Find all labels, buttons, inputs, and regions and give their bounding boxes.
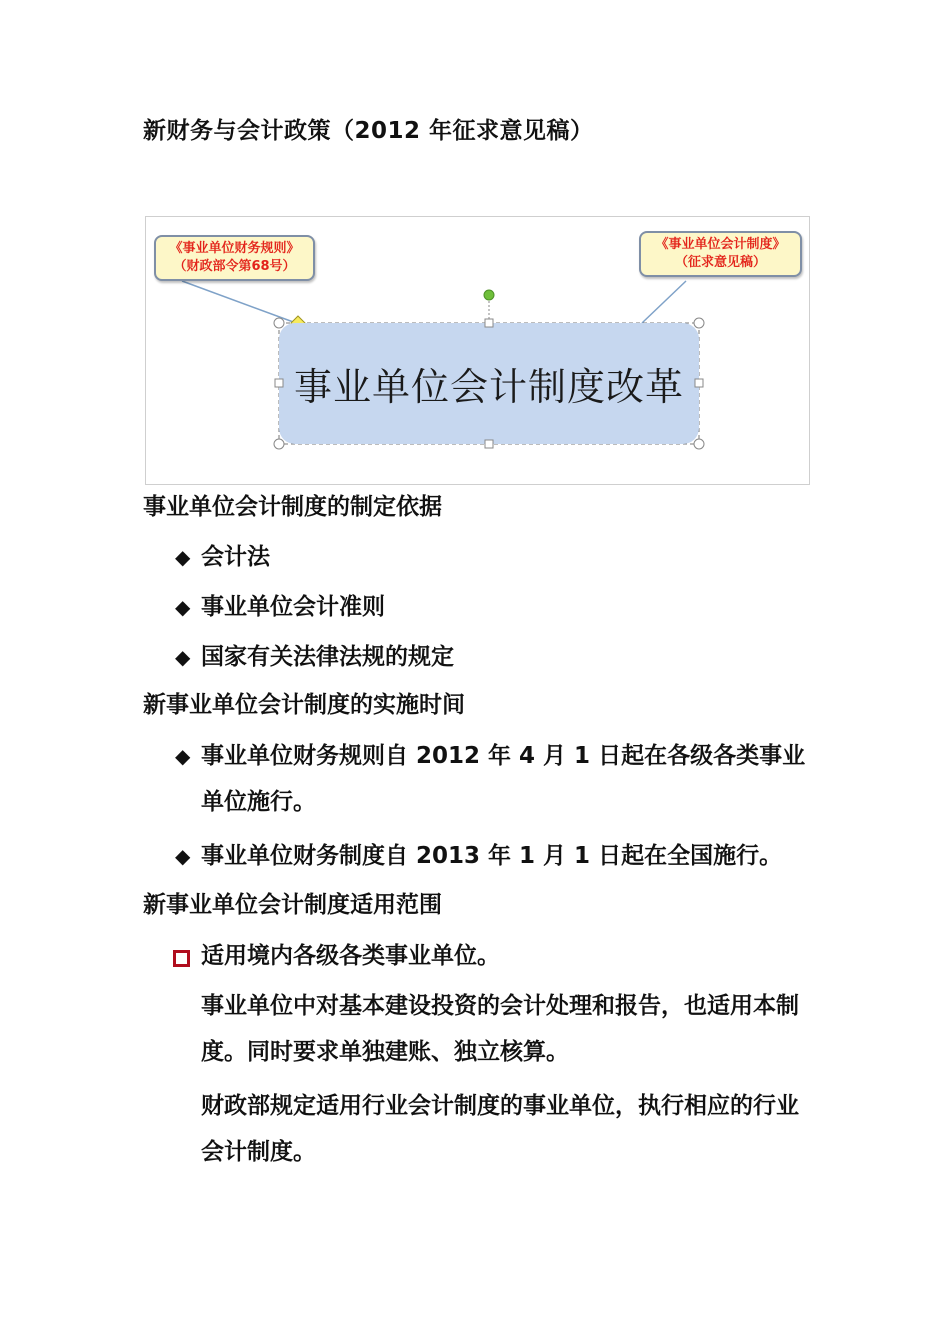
list-item: [175, 833, 809, 879]
list-item: [175, 534, 809, 580]
diamond-bullet-icon: ◆: [175, 645, 191, 669]
list-item: [175, 584, 809, 630]
scope-paragraph-2: 财政部规定适用行业会计制度的事业单位，执行相应的行业会计制度。: [201, 1093, 799, 1165]
callout-right-line1: 《事业单位会计制度》: [655, 237, 786, 252]
list-item: [175, 634, 809, 680]
rotate-handle: [484, 290, 494, 300]
callout-right-line2: （征求意见稿）: [674, 255, 766, 270]
list-item-text: 会计法: [201, 544, 270, 570]
list-item-text: 国家有关法律法规的规定: [201, 644, 454, 670]
reform-main-box: 事业单位会计制度改革: [279, 323, 699, 444]
callout-accounting-system: [639, 231, 802, 277]
document-title: 新财务与会计政策（2012 年征求意见稿）: [143, 118, 594, 144]
list-item-text: 事业单位财务制度自 2013 年 1 月 1 日起在全国施行。: [201, 843, 783, 869]
section-basis-heading: 事业单位会计制度的制定依据: [143, 494, 442, 520]
diamond-bullet-icon: ◆: [175, 744, 191, 768]
diagram-figure: [145, 216, 810, 485]
list-item: [175, 733, 809, 825]
callout-left-line1: 《事业单位财务规则》: [169, 241, 300, 256]
list-item-text: 事业单位财务规则自 2012 年 4 月 1 日起在各级各类事业单位施行。: [201, 743, 806, 815]
scope-item: 适用境内各级各类事业单位。: [201, 943, 500, 969]
callout-left-line2: （财政部令第68号）: [173, 259, 296, 274]
diamond-bullet-icon: ◆: [175, 844, 191, 868]
list-item-text: 事业单位会计准则: [201, 594, 385, 620]
diamond-bullet-icon: ◆: [175, 545, 191, 569]
section-timing-heading: 新事业单位会计制度的实施时间: [143, 692, 465, 718]
left-connector-line: [182, 281, 296, 323]
scope-paragraph-1: 事业单位中对基本建设投资的会计处理和报告，也适用本制度。同时要求单独建账、独立核算。: [201, 993, 799, 1065]
diamond-bullet-icon: ◆: [175, 595, 191, 619]
checkbox-icon: [173, 950, 190, 967]
right-connector-line: [642, 281, 686, 323]
callout-financial-rules: [154, 235, 315, 281]
section-scope-heading: 新事业单位会计制度适用范围: [143, 892, 442, 918]
